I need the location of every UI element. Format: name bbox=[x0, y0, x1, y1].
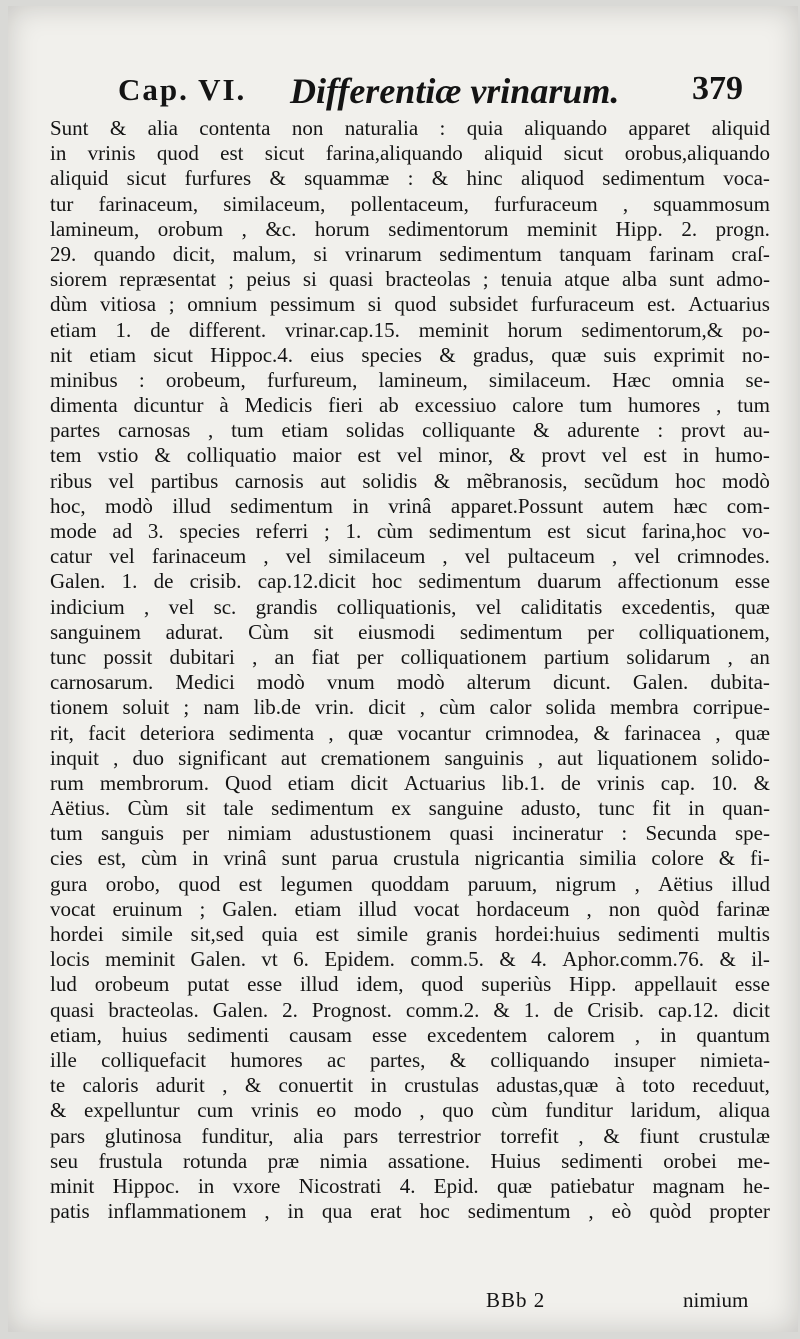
page-footer bbox=[8, 1288, 798, 1318]
body-text bbox=[50, 116, 770, 1224]
text-line: hoc, modò illud sedimentum in vrinâ apparet.Possunt autem hæc com- bbox=[50, 493, 770, 518]
text-line: nit etiam sicut Hippoc.4. eius species & gradus, quæ suis exprimit no- bbox=[50, 342, 770, 367]
text-line: siorem repræsentat ; peius si quasi bracteolas ; tenuia atque alba sunt admo- bbox=[50, 267, 770, 292]
text-line: dimenta dicuntur à Medicis fieri ab excessiuo calore tum humores , tum bbox=[50, 393, 770, 418]
text-line: etiam, huius sedimenti causam esse excedentem calorem , in quantum bbox=[50, 1022, 770, 1047]
text-line: 29. quando dicit, malum, si vrinarum sedimentum tanquam farinam craſ- bbox=[50, 241, 770, 266]
text-line: minibus : orobeum, furfureum, lamineum, similaceum. Hæc omnia se- bbox=[50, 367, 770, 392]
text-line: Galen. 1. de crisib. cap.12.dicit hoc sedimentum duarum affectionum esse bbox=[50, 569, 770, 594]
text-line: ribus vel partibus carnosis aut solidis & mẽbranosis, secũdum hoc modò bbox=[50, 468, 770, 493]
text-line: tunc possit dubitari , an fiat per colliquationem partium solidarum , an bbox=[50, 644, 770, 669]
text-line: etiam 1. de different. vrinar.cap.15. meminit horum sedimentorum,& po- bbox=[50, 317, 770, 342]
text-line: quasi bracteolas. Galen. 2. Prognost. comm.2. & 1. de Crisib. cap.12. dicit bbox=[50, 997, 770, 1022]
catchword: nimium bbox=[683, 1288, 749, 1312]
text-line: tionem soluit ; nam lib.de vrin. dicit , cùm calor solida membra corripue- bbox=[50, 695, 770, 720]
text-line: Sunt & alia contenta non naturalia : quia aliquando apparet aliquid bbox=[50, 116, 770, 140]
text-line: tem vstio & colliquatio maior est vel minor, & provt vel est in humo- bbox=[50, 443, 770, 468]
text-line: locis meminit Galen. vt 6. Epidem. comm.5. & 4. Aphor.comm.76. & il- bbox=[50, 947, 770, 972]
text-line: mode ad 3. species referri ; 1. cùm sedimentum est sicut farina,hoc vo- bbox=[50, 519, 770, 543]
text-line: aliquid sicut furfures & squammæ : & hinc aliquod sedimentum voca- bbox=[50, 166, 770, 191]
text-line: ille colliquefacit humores ac partes, & colliquando insuper nimieta- bbox=[50, 1047, 770, 1072]
text-line: patis inflammationem , in qua erat hoc sedimentum , eò quòd propter bbox=[50, 1199, 770, 1224]
text-line: partes carnosas , tum etiam solidas colliquante & adurente : provt au- bbox=[50, 418, 770, 443]
text-line: rum membrorum. Quod etiam dicit Actuarius lib.1. de vrinis cap. 10. & bbox=[50, 770, 770, 795]
text-line: te caloris adurit , & conuertit in crustulas adustas,quæ à toto receduut, bbox=[50, 1073, 770, 1098]
page-number: 379 bbox=[692, 70, 743, 107]
text-line: gura orobo, quod est legumen quoddam paruum, nigrum , Aëtius illud bbox=[50, 871, 770, 896]
text-line: tur farinaceum, similaceum, pollentaceum, furfuraceum , squammosum bbox=[50, 191, 770, 216]
text-line: Aëtius. Cùm sit tale sedimentum ex sanguine adusto, tunc fit in quan- bbox=[50, 796, 770, 821]
text-line: sanguinem adurat. Cùm sit eiusmodi sedimentum per colliquationem, bbox=[50, 619, 770, 644]
text-line: inquit , duo significant aut cremationem sanguinis , aut liquationem solido- bbox=[50, 745, 770, 770]
chapter-title: Differentiæ vrinarum. bbox=[290, 71, 620, 111]
text-line: pars glutinosa funditur, alia pars terrestrior torrefit , & fiunt crustulæ bbox=[50, 1123, 770, 1148]
text-line: seu frustula rotunda præ nimia assatione. Huius sedimenti orobei me- bbox=[50, 1148, 770, 1173]
text-line: indicium , vel sc. grandis colliquationis, vel caliditatis excedentis, quæ bbox=[50, 594, 770, 619]
text-line: tum sanguis per nimiam adustustionem quasi incineratur : Secunda spe- bbox=[50, 821, 770, 846]
text-line: lamineum, orobum , &c. horum sedimentorum meminit Hipp. 2. progn. bbox=[50, 216, 770, 241]
text-line: rit, facit deteriora sedimenta , quæ vocantur crimnodea, & farinacea , quæ bbox=[50, 720, 770, 745]
text-line: & expelluntur cum vrinis eo modo , quo cùm funditur laridum, aliqua bbox=[50, 1098, 770, 1123]
signature-mark: BBb 2 bbox=[486, 1288, 546, 1312]
text-line: minit Hippoc. in vxore Nicostrati 4. Epid. quæ patiebatur magnam he- bbox=[50, 1173, 770, 1198]
chapter-label: Cap. VI. bbox=[118, 72, 247, 107]
text-line: carnosarum. Medici modò vnum modò alterum dicunt. Galen. dubita- bbox=[50, 670, 770, 695]
text-line: dùm vitiosa ; omnium pessimum si quod subsidet furfuraceum est. Actuarius bbox=[50, 292, 770, 317]
text-line: in vrinis quod est sicut farina,aliquando aliquid sicut orobus,aliquando bbox=[50, 141, 770, 166]
text-line: lud orobeum putat esse illud idem, quod superiùs Hipp. appellauit esse bbox=[50, 972, 770, 997]
text-line: hordei simile sit,sed quia est simile granis hordei:huius sedimenti multis bbox=[50, 922, 770, 946]
text-line: vocat eruinum ; Galen. etiam illud vocat hordaceum , non quòd farinæ bbox=[50, 896, 770, 921]
text-line: catur vel farinaceum , vel similaceum , vel pultaceum , vel crimnodes. bbox=[50, 544, 770, 569]
text-line: cies est, cùm in vrinâ sunt parua crustula nigricantia similia colore & fi- bbox=[50, 846, 770, 871]
running-header bbox=[118, 72, 778, 118]
book-page bbox=[8, 6, 798, 1332]
